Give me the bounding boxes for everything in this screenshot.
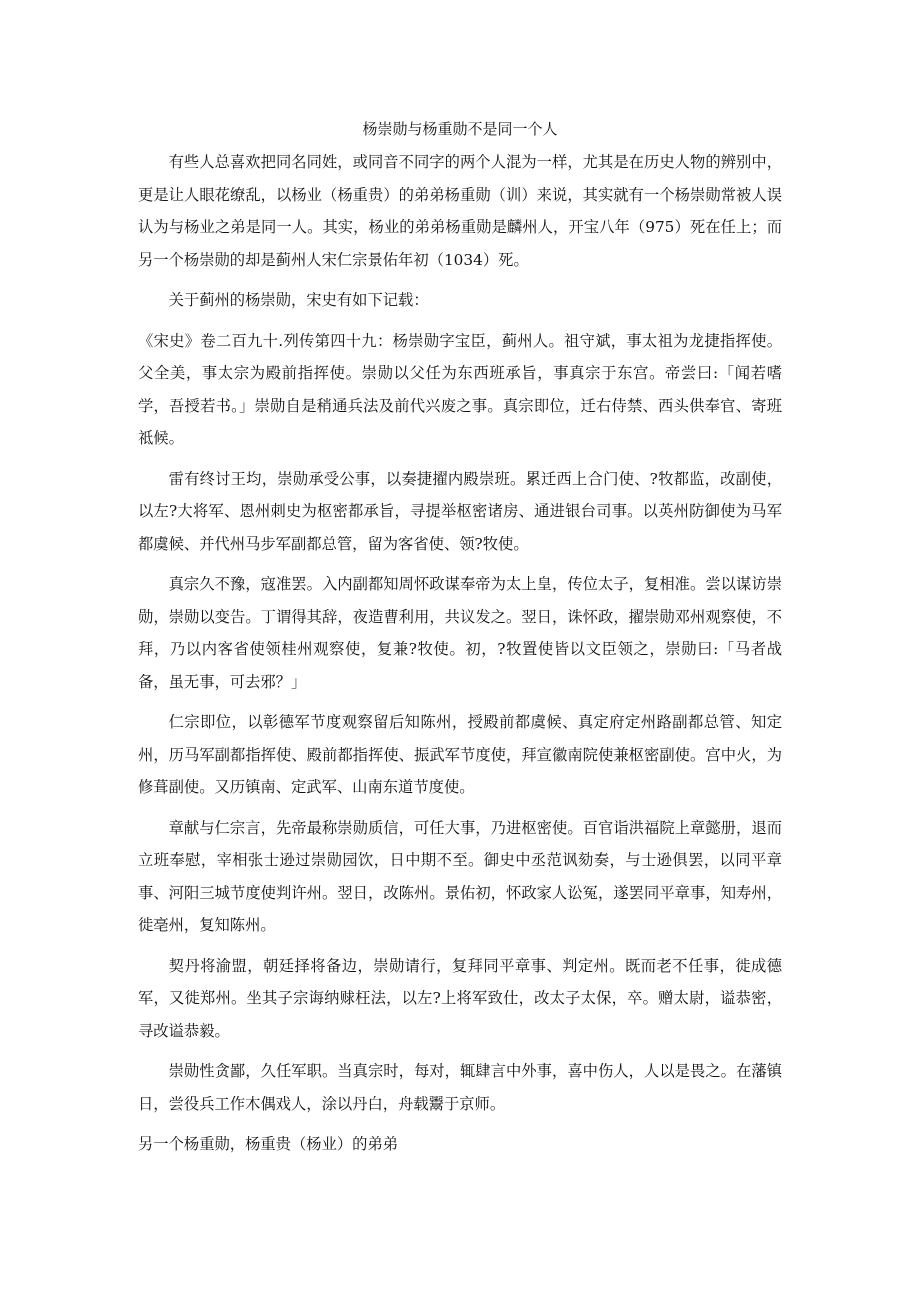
paragraph-qidan: 契丹将渝盟，朝廷择将备边，崇勋请行，复拜同平章事、判定州。既而老不任事，徙成德军，又徙郑州。坐其子宗诲纳赇枉法，以左?上将军致仕，改太子太保，卒。赠太尉，谥恭密，寻改谥恭毅。: [138, 956, 782, 1040]
paragraph-zhenzong: 真宗久不豫，寇准罢。入内副都知周怀政谋奉帝为太上皇，传位太子，复相准。尝以谋访崇勋，崇勋以变告。丁谓得其辞，夜造曹利用，共议发之。翌日，诛怀政，擢崇勋邓州观察使，不拜，乃以内客省使领桂州观察使，复兼?牧使。初，?牧置使皆以文臣领之，崇勋曰:「马者战备，虽无事，可去邪？」: [138, 575, 782, 691]
paragraph-zhangxian: 章献与仁宗言，先帝最称崇勋质信，可任大事，乃进枢密使。百官诣洪福院上章懿册，退而立班奉慰，宰相张士逊过崇勋园饮，日中期不至。御史中丞范讽劾奏，与士逊俱罢，以同平章事、河阳三城节度使判许州。翌日，改陈州。景佑初，怀政家人讼冤，遂罢同平章事，知寿州，徙亳州，复知陈州。: [138, 818, 782, 934]
document-title: 杨崇勋与杨重勋不是同一个人: [362, 120, 558, 138]
paragraph-character: 崇勋性贪鄙，久任军职。当真宗时，每对，辄肆言中外事，喜中伤人，人以是畏之。在藩镇日，尝役兵工作木偶戏人，涂以丹白，舟载鬻于京师。: [138, 1062, 782, 1113]
paragraph-wangjun: 雷有终讨王均，崇勋承受公事，以奏捷擢内殿崇班。累迁西上合门使、?牧都监，改副使，以左?大将军、恩州刺史为枢密都承旨，寻提举枢密诸房、通进银台司事。以英州防御使为马军都虞候、并代州马步军副都总管，留为客省使、领?牧使。: [138, 469, 782, 553]
document-page: [138, 116, 782, 1169]
paragraph-section-heading: 另一个杨重勋，杨重贵（杨业）的弟弟: [138, 1135, 399, 1153]
paragraph-songshi-quote: 《宋史》卷二百九十.列传第四十九：杨崇勋字宝臣，蓟州人。祖守斌，事太祖为龙捷指挥使。父全美，事太宗为殿前指挥使。崇勋以父任为东西班承旨，事真宗于东宫。帝尝曰:「闻若嗜学，吾授若书。」崇勋自是稍通兵法及前代兴废之事。真宗即位，迁右侍禁、西头供奉官、寄班祗候。: [138, 331, 782, 447]
paragraph-intro: 有些人总喜欢把同名同姓，或同音不同字的两个人混为一样，尤其是在历史人物的辨别中，更是让人眼花缭乱，以杨业（杨重贵）的弟弟杨重勋（训）来说，其实就有一个杨崇勋常被人误认为与杨业之弟是同一人。其实，杨业的弟弟杨重勋是麟州人，开宝八年（975）死在任上；而另一个杨崇勋的却是蓟州人宋仁宗景佑年初（1034）死。: [138, 153, 782, 269]
paragraph-renzong: 仁宗即位，以彰德军节度观察留后知陈州，授殿前都虞候、真定府定州路副都总管、知定州，历马军副都指挥使、殿前都指挥使、振武军节度使，拜宣徽南院使兼枢密副使。宫中火，为修葺副使。又历镇南、定武军、山南东道节度使。: [138, 713, 782, 796]
paragraph-record-lead: 关于蓟州的杨崇勋，宋史有如下记载：: [168, 291, 429, 309]
